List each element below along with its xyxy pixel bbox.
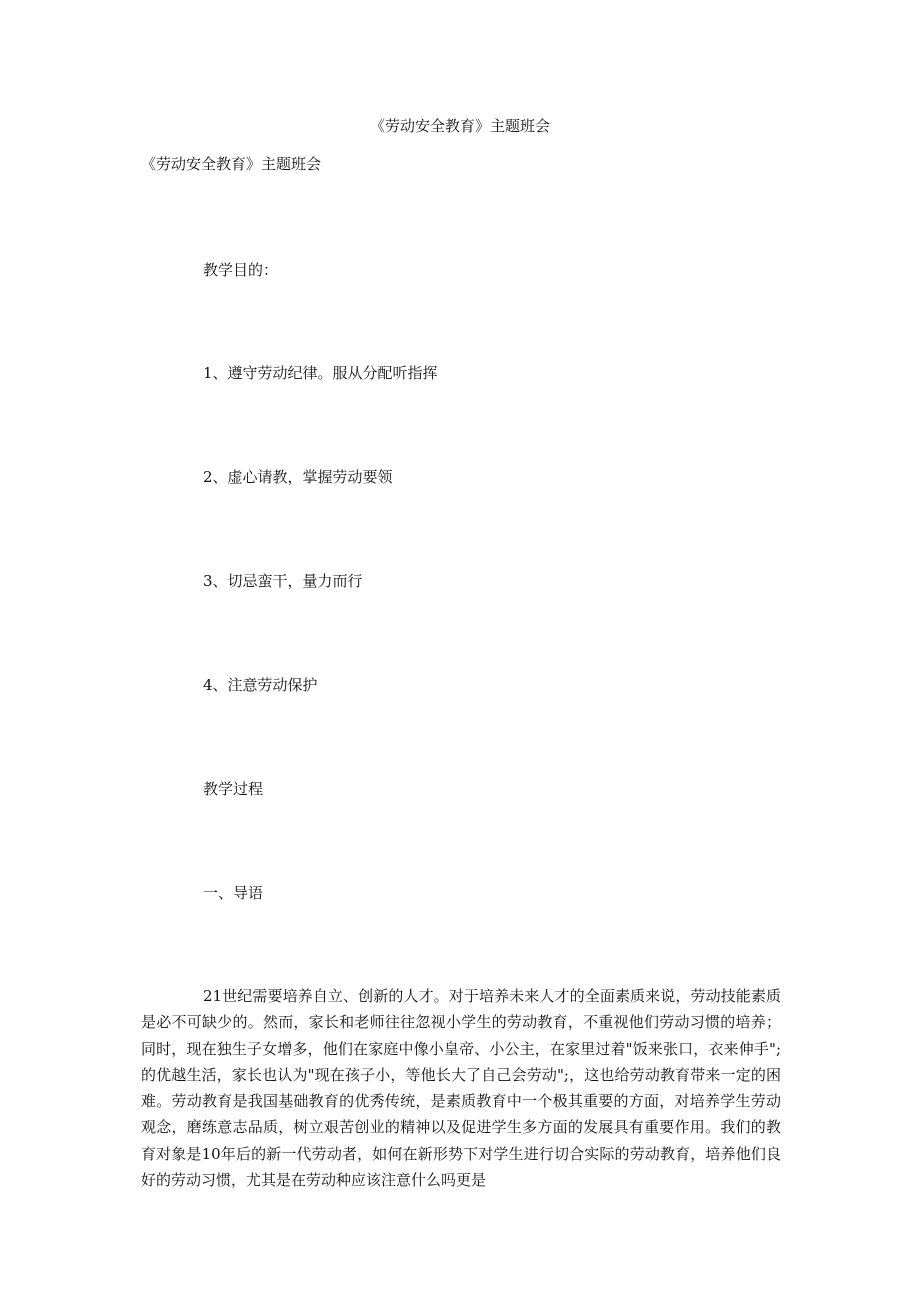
objective-item-4: 4、注意劳动保护	[203, 676, 318, 694]
process-heading: 教学过程	[203, 780, 264, 798]
document-title: 《劳动安全教育》主题班会	[369, 117, 550, 135]
objective-item-3: 3、切忌蛮干，量力而行	[203, 572, 363, 590]
objective-item-2: 2、虚心请教，掌握劳动要领	[203, 468, 393, 486]
document-subtitle: 《劳动安全教育》主题班会	[141, 155, 322, 173]
objectives-heading: 教学目的：	[203, 261, 279, 279]
objective-item-1: 1、遵守劳动纪律。服从分配听指挥	[203, 364, 438, 382]
section-heading-intro: 一、导语	[203, 884, 264, 902]
intro-paragraph: 21世纪需要培养自立、创新的人才。对于培养未来人才的全面素质来说，劳动技能素质是必不可缺少的。然而，家长和老师往往忽视小学生的劳动教育，不重视他们劳动习惯的培养；同时，现在独生子女增多，他们在家庭中像小皇帝、小公主，在家里过着"饭来张口，衣来伸手";的优越生活，家长也认为"现在孩子小，等他长大了自己会劳动";，这也给劳动教育带来一定的困难。劳动教育是我国基础教育的优秀传统，是素质教育中一个极其重要的方面，对培养学生劳动观念，磨练意志品质，树立艰苦创业的精神以及促进学生多方面的发展具有重要作用。我们的教育对象是10年后的新一代劳动者，如何在新形势下对学生进行切合实际的劳动教育，培养他们良好的劳动习惯，尤其是在劳动种应该注意什么吗更是	[141, 987, 781, 1190]
